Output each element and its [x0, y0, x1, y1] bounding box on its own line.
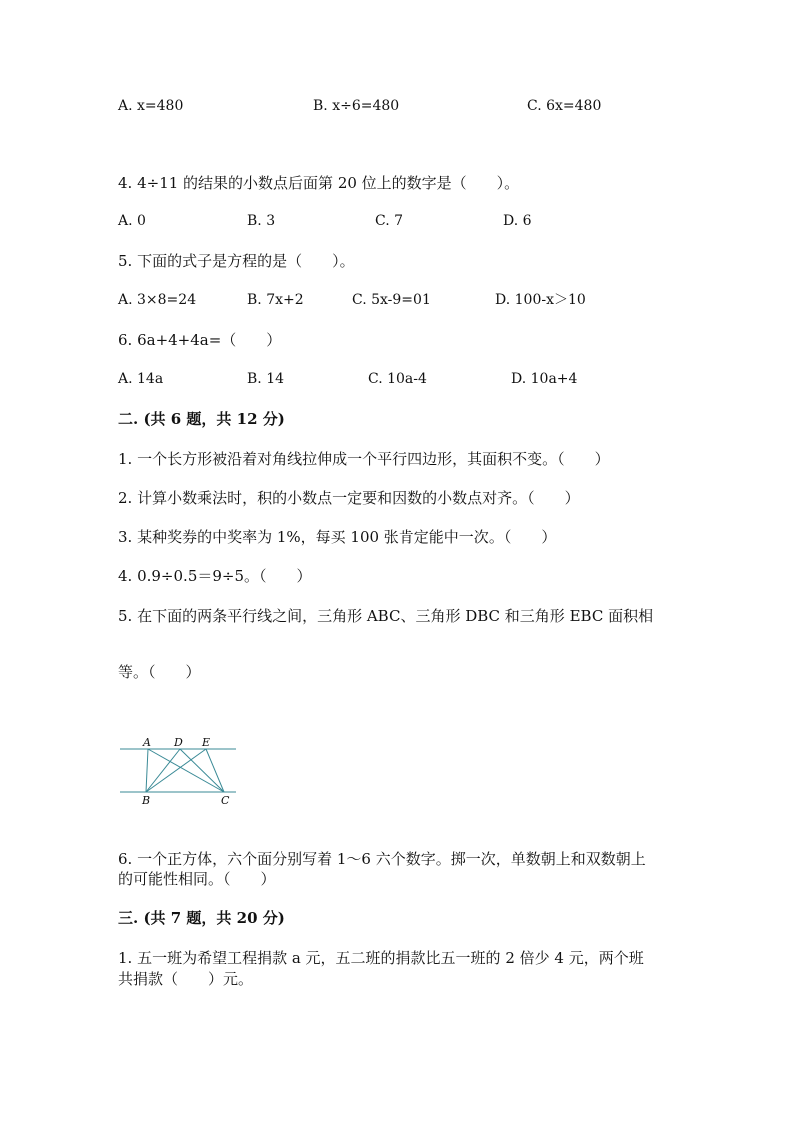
label-e: E: [202, 736, 211, 749]
q3-option-b: B. x÷6=480: [313, 98, 400, 114]
segment-ec: [206, 749, 224, 792]
s2-item-2: 2. 计算小数乘法时，积的小数点一定要和因数的小数点对齐。（ ）: [118, 489, 580, 507]
q4-option-d: D. 6: [503, 213, 532, 229]
q6-option-c: C. 10a-4: [368, 371, 427, 387]
q6-option-d: D. 10a+4: [511, 371, 578, 387]
q5-option-b: B. 7x+2: [247, 292, 304, 308]
label-a: A: [143, 736, 151, 749]
label-b: B: [142, 794, 151, 807]
q5-option-c: C. 5x-9=01: [352, 292, 431, 308]
q4-option-a: A. 0: [118, 213, 146, 229]
s2-item-3: 3. 某种奖券的中奖率为 1%，每买 100 张肯定能中一次。（ ）: [118, 528, 557, 546]
triangle-diagram: [118, 735, 242, 807]
s2-item-6-line2: 的可能性相同。（ ）: [118, 870, 276, 888]
q6-stem: 6. 6a+4+4a=（ ）: [118, 331, 282, 349]
s3-q1-line2: 共捐款（ ）元。: [118, 970, 254, 988]
parallel-lines-triangle-figure: [118, 735, 242, 811]
q4-option-b: B. 3: [247, 213, 276, 229]
s2-item-6-line1: 6. 一个正方体，六个面分别写着 1～6 六个数字。掷一次，单数朝上和双数朝上: [118, 850, 646, 868]
s2-item-5-line1: 5. 在下面的两条平行线之间，三角形 ABC、三角形 DBC 和三角形 EBC 面积相: [118, 607, 654, 625]
section-2-heading: 二. (共 6 题，共 12 分): [118, 410, 285, 428]
section-3-heading: 三. (共 7 题，共 20 分): [118, 909, 285, 927]
q6-option-b: B. 14: [247, 371, 285, 387]
segment-eb: [146, 749, 206, 792]
label-c: C: [221, 794, 230, 807]
q3-option-c: C. 6x=480: [527, 98, 602, 114]
q6-option-a: A. 14a: [118, 371, 164, 387]
q5-option-a: A. 3×8=24: [118, 292, 197, 308]
s2-item-1: 1. 一个长方形被沿着对角线拉伸成一个平行四边形，其面积不变。（ ）: [118, 450, 610, 468]
q5-stem: 5. 下面的式子是方程的是（ ）。: [118, 252, 355, 270]
s2-item-4: 4. 0.9÷0.5＝9÷5。（ ）: [118, 567, 312, 585]
segment-ab: [146, 749, 148, 792]
s2-item-5-line2: 等。（ ）: [118, 663, 201, 681]
q4-stem: 4. 4÷11 的结果的小数点后面第 20 位上的数字是（ ）。: [118, 174, 520, 192]
segment-db: [146, 749, 180, 792]
s3-q1-line1: 1. 五一班为希望工程捐款 a 元，五二班的捐款比五一班的 2 倍少 4 元，两个班: [118, 949, 644, 967]
q5-option-d: D. 100-x＞10: [495, 292, 586, 308]
q3-option-a: A. x=480: [118, 98, 184, 114]
label-d: D: [174, 736, 183, 749]
q4-option-c: C. 7: [375, 213, 404, 229]
